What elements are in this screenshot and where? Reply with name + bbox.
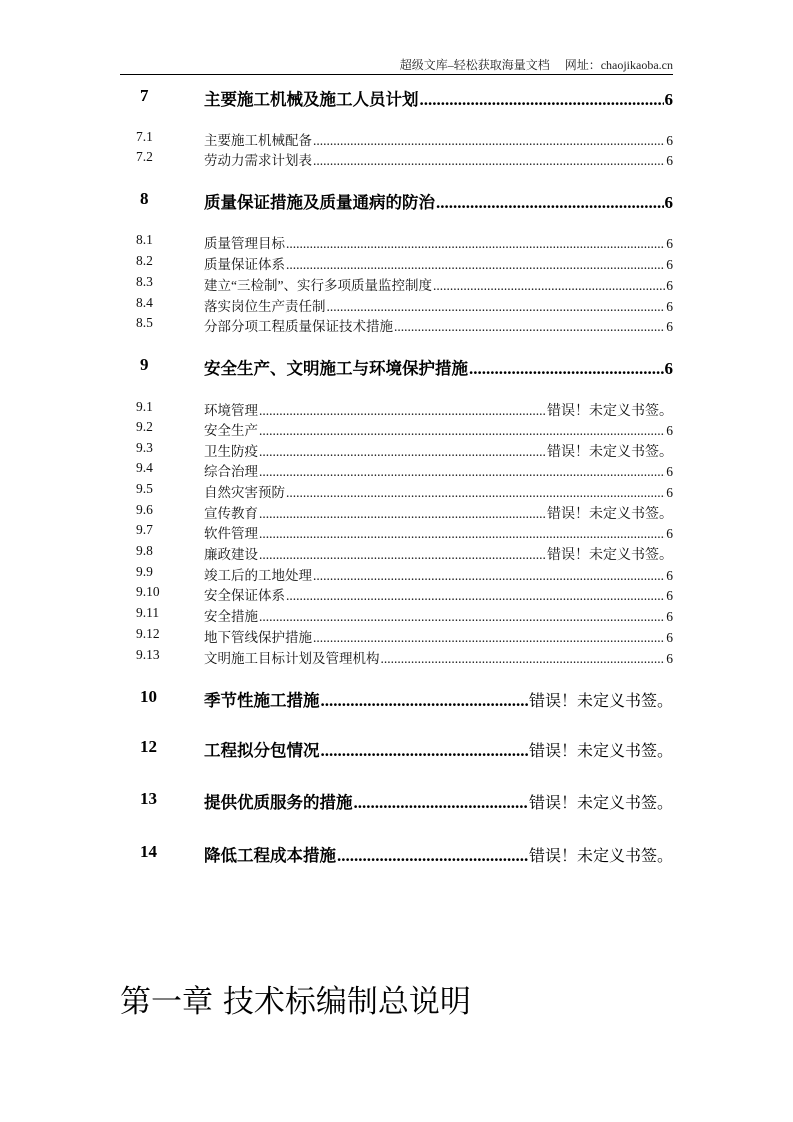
toc-entry-page: 6 xyxy=(666,236,673,251)
dot-leader xyxy=(259,609,665,625)
toc-entry-number: 8.2 xyxy=(136,253,153,268)
toc-entry[interactable] xyxy=(120,295,673,313)
dot-leader xyxy=(354,793,528,813)
toc-entry[interactable] xyxy=(120,737,673,759)
dot-leader xyxy=(286,236,665,252)
toc-entry[interactable] xyxy=(120,584,673,602)
toc-entry-page: 6 xyxy=(666,485,673,500)
toc-entry[interactable] xyxy=(120,315,673,333)
toc-entry-number: 8.5 xyxy=(136,315,153,330)
toc-entry-number: 7.1 xyxy=(136,129,153,144)
dot-leader xyxy=(433,278,665,294)
page-header: 超级文库–轻松获取海量文档 网址：chaojikaoba.cn xyxy=(399,58,673,72)
toc-entry-title: 自然灾害预防 xyxy=(204,485,285,500)
toc-entry-number: 8.1 xyxy=(136,232,153,247)
toc-entry-number: 14 xyxy=(140,842,157,861)
dot-leader xyxy=(313,568,665,584)
toc-entry-page: 6 xyxy=(666,630,673,645)
chapter-title: 第一章 技术标编制总说明 xyxy=(120,984,471,1020)
toc-entry-page: 6 xyxy=(666,588,673,603)
dot-leader xyxy=(259,526,665,542)
toc-entry-number: 9.4 xyxy=(136,460,153,475)
toc-entry-number: 8.4 xyxy=(136,295,153,310)
toc-entry-title: 环境管理 xyxy=(204,403,258,418)
toc-entry-page: 6 xyxy=(666,278,673,293)
dot-leader xyxy=(436,193,664,213)
toc-entry-page: 6 xyxy=(666,423,673,438)
toc-entry[interactable] xyxy=(120,789,673,811)
toc-entry-title: 软件管理 xyxy=(204,526,258,541)
toc-entry-number: 9.10 xyxy=(136,584,160,599)
toc-entry-title: 落实岗位生产责任制 xyxy=(204,299,326,314)
toc-entry[interactable] xyxy=(120,129,673,147)
toc-entry[interactable] xyxy=(120,189,673,211)
toc-entry-number: 12 xyxy=(140,737,157,756)
toc-entry-title: 劳动力需求计划表 xyxy=(204,153,312,168)
toc-entry-number: 9.2 xyxy=(136,419,153,434)
dot-leader xyxy=(394,319,665,335)
toc-entry[interactable] xyxy=(120,86,673,108)
toc-entry-page: 6 xyxy=(666,526,673,541)
toc-entry[interactable] xyxy=(120,687,673,709)
toc-entry-title: 提供优质服务的措施 xyxy=(204,793,353,812)
dot-leader xyxy=(381,651,666,667)
toc-entry[interactable] xyxy=(120,564,673,582)
toc-entry-title: 安全生产 xyxy=(204,423,258,438)
toc-entry-page: 6 xyxy=(664,359,673,378)
toc-entry-page: 错误！未定义书签。 xyxy=(547,506,673,522)
toc-entry-page: 错误！未定义书签。 xyxy=(528,741,673,760)
dot-leader xyxy=(286,588,665,604)
toc-entry[interactable] xyxy=(120,419,673,437)
toc-entry-title: 质量保证体系 xyxy=(204,257,285,272)
toc-entry-page: 6 xyxy=(666,464,673,479)
toc-entry-title: 主要施工机械及施工人员计划 xyxy=(204,90,419,109)
toc-entry-title: 建立“三检制”、实行多项质量监控制度 xyxy=(204,278,432,293)
toc-entry-title: 地下管线保护措施 xyxy=(204,630,312,645)
toc-entry-title: 宣传教育 xyxy=(204,506,258,521)
toc-entry-title: 安全措施 xyxy=(204,609,258,624)
toc-entry-page: 错误！未定义书签。 xyxy=(547,444,673,460)
toc-entry-number: 7.2 xyxy=(136,149,153,164)
toc-entry-number: 9 xyxy=(140,355,149,374)
toc-entry-title: 文明施工目标计划及管理机构 xyxy=(204,651,380,666)
toc-entry[interactable] xyxy=(120,605,673,623)
dot-leader xyxy=(469,359,664,379)
toc-entry[interactable] xyxy=(120,440,673,458)
toc-entry-number: 9.8 xyxy=(136,543,153,558)
toc-entry-number: 10 xyxy=(140,687,157,706)
dot-leader xyxy=(259,444,546,460)
toc-entry-title: 降低工程成本措施 xyxy=(204,846,336,865)
toc-entry[interactable] xyxy=(120,502,673,520)
toc-entry-number: 9.3 xyxy=(136,440,153,455)
toc-entry-number: 9.7 xyxy=(136,522,153,537)
toc-entry-title: 工程拟分包情况 xyxy=(204,741,320,760)
toc-entry[interactable] xyxy=(120,522,673,540)
toc-entry-title: 卫生防疫 xyxy=(204,444,258,459)
toc-entry-page: 6 xyxy=(666,319,673,334)
dot-leader xyxy=(286,257,665,273)
dot-leader xyxy=(313,153,665,169)
toc-entry[interactable] xyxy=(120,460,673,478)
toc-entry-page: 错误！未定义书签。 xyxy=(547,403,673,419)
toc-entry-page: 错误！未定义书签。 xyxy=(528,793,673,812)
toc-entry-page: 6 xyxy=(666,257,673,272)
toc-entry-number: 8.3 xyxy=(136,274,153,289)
toc-entry[interactable] xyxy=(120,274,673,292)
toc-entry[interactable] xyxy=(120,399,673,417)
toc-entry-number: 13 xyxy=(140,789,157,808)
dot-leader xyxy=(259,506,546,522)
toc-entry-page: 6 xyxy=(664,193,673,212)
toc-entry-page: 错误！未定义书签。 xyxy=(547,547,673,563)
dot-leader xyxy=(321,741,528,761)
toc-entry-number: 9.6 xyxy=(136,502,153,517)
header-divider xyxy=(120,74,673,75)
toc-entry-page: 错误！未定义书签。 xyxy=(528,846,673,865)
dot-leader xyxy=(327,299,666,315)
toc-entry-number: 8 xyxy=(140,189,149,208)
toc-entry-page: 6 xyxy=(666,133,673,148)
dot-leader xyxy=(259,423,665,439)
toc-entry-title: 综合治理 xyxy=(204,464,258,479)
toc-entry-title: 季节性施工措施 xyxy=(204,691,320,710)
dot-leader xyxy=(313,630,665,646)
dot-leader xyxy=(321,691,528,711)
dot-leader xyxy=(259,464,665,480)
toc-entry[interactable] xyxy=(120,232,673,250)
dot-leader xyxy=(337,846,528,866)
toc-entry-title: 质量保证措施及质量通病的防治 xyxy=(204,193,435,212)
toc-entry-page: 6 xyxy=(666,609,673,624)
toc-entry[interactable] xyxy=(120,253,673,271)
toc-entry-page: 错误！未定义书签。 xyxy=(528,691,673,710)
toc-entry-page: 6 xyxy=(666,153,673,168)
toc-entry-number: 9.1 xyxy=(136,399,153,414)
dot-leader xyxy=(259,547,546,563)
toc-entry[interactable] xyxy=(120,543,673,561)
toc-entry-number: 9.9 xyxy=(136,564,153,579)
toc-entry-number: 9.13 xyxy=(136,647,160,662)
toc-entry-number: 9.11 xyxy=(136,605,160,620)
toc-entry-number: 7 xyxy=(140,86,149,105)
toc-entry-page: 6 xyxy=(666,651,673,666)
dot-leader xyxy=(313,133,665,149)
toc-entry-number: 9.12 xyxy=(136,626,160,641)
toc-entry[interactable] xyxy=(120,647,673,665)
toc-entry-title: 廉政建设 xyxy=(204,547,258,562)
toc-entry-title: 安全保证体系 xyxy=(204,588,285,603)
dot-leader xyxy=(259,403,546,419)
toc-entry-title: 分部分项工程质量保证技术措施 xyxy=(204,319,393,334)
toc-entry-title: 安全生产、文明施工与环境保护措施 xyxy=(204,359,468,378)
toc-entry-number: 9.5 xyxy=(136,481,153,496)
toc-entry[interactable] xyxy=(120,149,673,167)
toc-entry-page: 6 xyxy=(664,90,673,109)
toc-entry-title: 竣工后的工地处理 xyxy=(204,568,312,583)
toc-entry-page: 6 xyxy=(666,568,673,583)
toc-entry-title: 主要施工机械配备 xyxy=(204,133,312,148)
toc-entry[interactable] xyxy=(120,626,673,644)
toc-entry-page: 6 xyxy=(666,299,673,314)
dot-leader xyxy=(420,90,664,110)
dot-leader xyxy=(286,485,665,501)
toc-entry[interactable] xyxy=(120,355,673,377)
toc-entry[interactable] xyxy=(120,842,673,864)
toc-entry-title: 质量管理目标 xyxy=(204,236,285,251)
toc-entry[interactable] xyxy=(120,481,673,499)
